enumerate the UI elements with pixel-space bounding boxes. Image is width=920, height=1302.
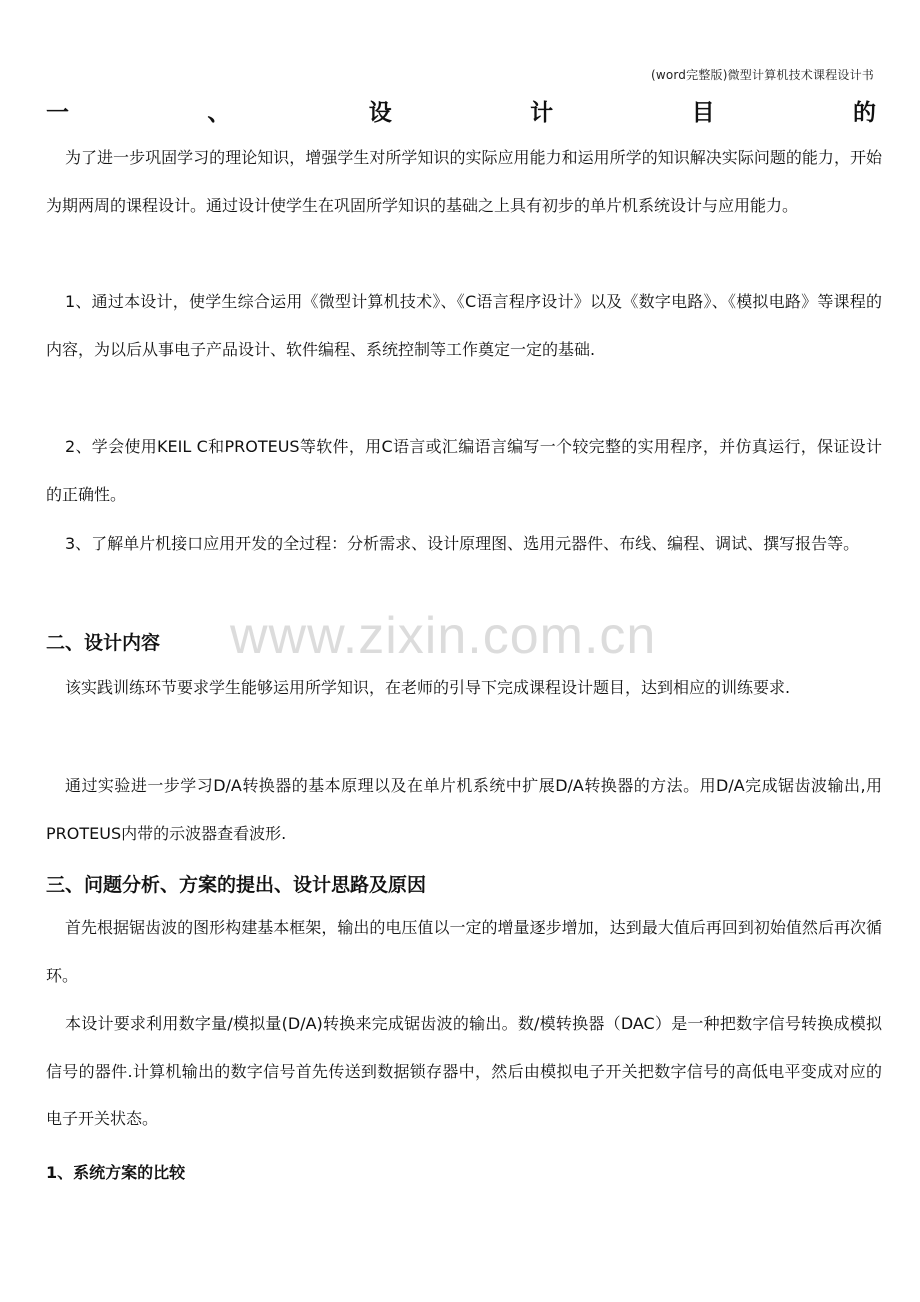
- section-1-title-char: 目: [691, 100, 715, 126]
- section-1-paragraph-purpose: 为了进一步巩固学习的理论知识，增强学生对所学知识的实际应用能力和运用所学的知识解决实际问题的能力，开始为期两周的课程设计。通过设计使学生在巩固所学知识的基础之上具有初步的单片机系统设计与应用能力。: [46, 148, 882, 215]
- section-1-title-char: 、: [207, 100, 231, 126]
- section-3-subheading: 1、系统方案的比较: [46, 1163, 186, 1182]
- section-1-title-char: 一: [46, 100, 69, 126]
- section-1-paragraph-item-2: 2、学会使用KEIL C和PROTEUS等软件，用C语言或汇编语言编写一个较完整的实用程序，并仿真运行，保证设计的正确性。: [46, 437, 882, 504]
- section-3-paragraph-2: 本设计要求利用数字量/模拟量(D/A)转换来完成锯齿波的输出。数/模转换器（DAC）是一种把数字信号转换成模拟信号的器件.计算机输出的数字信号首先传送到数据锁存器中，然后由模拟电子开关把数字信号的高低电平变成对应的电子开关状态。: [46, 1014, 882, 1128]
- watermark: www.zixin.com.cn: [230, 607, 657, 665]
- section-3-title: 三、问题分析、方案的提出、设计思路及原因: [46, 874, 427, 896]
- section-1-paragraph-item-1: 1、通过本设计，使学生综合运用《微型计算机技术》、《C语言程序设计》以及《数字电路》、《模拟电路》等课程的内容，为以后从事电子产品设计、软件编程、系统控制等工作奠定一定的基础.: [46, 292, 882, 359]
- section-2-paragraph-2: 通过实验进一步学习D/A转换器的基本原理以及在单片机系统中扩展D/A转换器的方法。用D/A完成锯齿波输出,用PROTEUS内带的示波器查看波形.: [46, 776, 882, 843]
- section-2-paragraph-1: 该实践训练环节要求学生能够运用所学知识，在老师的引导下完成课程设计题目，达到相应的训练要求.: [65, 678, 791, 697]
- section-1-title-char: 的: [852, 100, 876, 126]
- section-3-paragraph-1: 首先根据锯齿波的图形构建基本框架，输出的电压值以一定的增量逐步增加，达到最大值后再回到初始值然后再次循环。: [46, 918, 882, 985]
- section-1-paragraph-item-3: 3、了解单片机接口应用开发的全过程：分析需求、设计原理图、选用元器件、布线、编程、调试、撰写报告等。: [65, 534, 860, 553]
- running-header: (word完整版)微型计算机技术课程设计书: [650, 68, 874, 82]
- section-2-title: 二、设计内容: [46, 632, 161, 654]
- section-1-title: [46, 94, 876, 127]
- section-1-title-char: 计: [530, 100, 554, 126]
- section-1-title-char: 设: [368, 100, 392, 126]
